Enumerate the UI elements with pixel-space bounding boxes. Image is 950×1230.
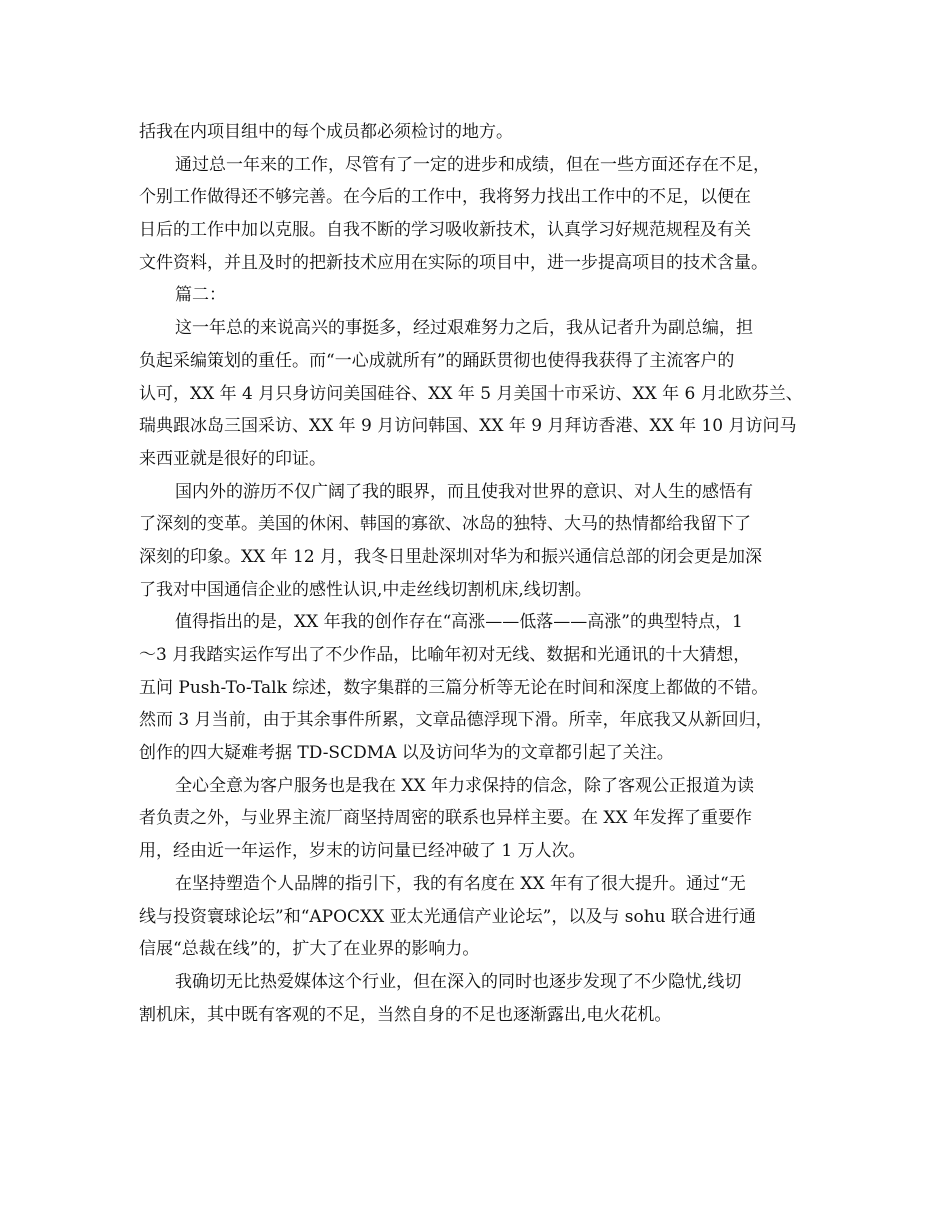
text-line: 线与投资寰球论坛”和“APOCXX 亚太光通信产业论坛”，以及与 sohu 联合进行通 [139, 906, 757, 927]
text-line: 负起采编策划的重任。而“一心成就所有”的踊跃贯彻也使得我获得了主流客户的 [139, 350, 735, 371]
text-line: 了我对中国通信企业的感性认识,中走丝线切割机床,线切割。 [139, 579, 592, 600]
text-line: 通过总一年来的工作，尽管有了一定的进步和成绩，但在一些方面还存在不足， [175, 154, 770, 175]
text-line: 个别工作做得还不够完善。在今后的工作中，我将努力找出工作中的不足，以便在 [139, 187, 751, 208]
text-line: 来西亚就是很好的印证。 [139, 448, 326, 469]
text-line: 篇二： [175, 285, 226, 306]
text-line: 全心全意为客户服务也是我在 XX 年力求保持的信念，除了客观公正报道为读 [175, 775, 755, 796]
text-line: 深刻的印象。XX 年 12 月，我冬日里赴深圳对华为和振兴通信总部的闭会更是加深 [139, 546, 763, 567]
text-line: 国内外的游历不仅广阔了我的眼界，而且使我对世界的意识、对人生的感悟有 [175, 481, 753, 502]
text-line: 我确切无比热爱媒体这个行业，但在深入的同时也逐步发现了不少隐忧,线切 [175, 971, 742, 992]
text-line: 信展“总裁在线”的，扩大了在业界的影响力。 [139, 939, 480, 960]
document-body [139, 116, 821, 1031]
text-line: 日后的工作中加以克服。自我不断的学习吸收新技术，认真学习好规范规程及有关 [139, 220, 751, 241]
text-line: 割机床，其中既有客观的不足，当然自身的不足也逐渐露出,电火花机。 [139, 1004, 672, 1025]
text-line: 五问 Push-To-Talk 综述，数字集群的三篇分析等无论在时间和深度上都做的不错。 [139, 677, 769, 698]
text-line: 用，经由近一年运作，岁末的访问量已经冲破了 1 万人次。 [139, 841, 586, 862]
text-line: 了深刻的变革。美国的休闲、韩国的寡欲、冰岛的独特、大马的热情都给我留下了 [139, 514, 751, 535]
text-line: 在坚持塑造个人品牌的指引下，我的有名度在 XX 年有了很大提升。通过“无 [175, 873, 746, 894]
text-line: 括我在内项目组中的每个成员都必须检讨的地方。 [139, 122, 513, 142]
text-line: 值得指出的是，XX 年我的创作存在“高涨——低落——高涨”的典型特点，1 [175, 612, 743, 633]
text-line: 创作的四大疑难考据 TD-SCDMA 以及访问华为的文章都引起了关注。 [139, 743, 674, 764]
text-line: 瑞典跟冰岛三国采访、XX 年 9 月访问韩国、XX 年 9 月拜访香港、XX 年 10 月访问马 [139, 416, 797, 437]
text-line: 这一年总的来说高兴的事挺多，经过艰难努力之后，我从记者升为副总编，担 [175, 318, 753, 339]
text-line: 者负责之外，与业界主流厂商坚持周密的联系也异样主要。在 XX 年发挥了重要作 [139, 808, 753, 829]
text-line: ～3 月我踏实运作写出了不少作品，比喻年初对无线、数据和光通讯的十大猜想， [139, 645, 751, 665]
text-line: 认可，XX 年 4 月只身访问美国硅谷、XX 年 5 月美国十市采访、XX 年 6 月北欧芬兰、 [139, 383, 803, 404]
text-line: 文件资料，并且及时的把新技术应用在实际的项目中，进一步提高项目的技术含量。 [139, 252, 768, 273]
text-line: 然而 3 月当前，由于其余事件所累，文章品德浮现下滑。所幸，年底我又从新回归， [139, 710, 773, 731]
